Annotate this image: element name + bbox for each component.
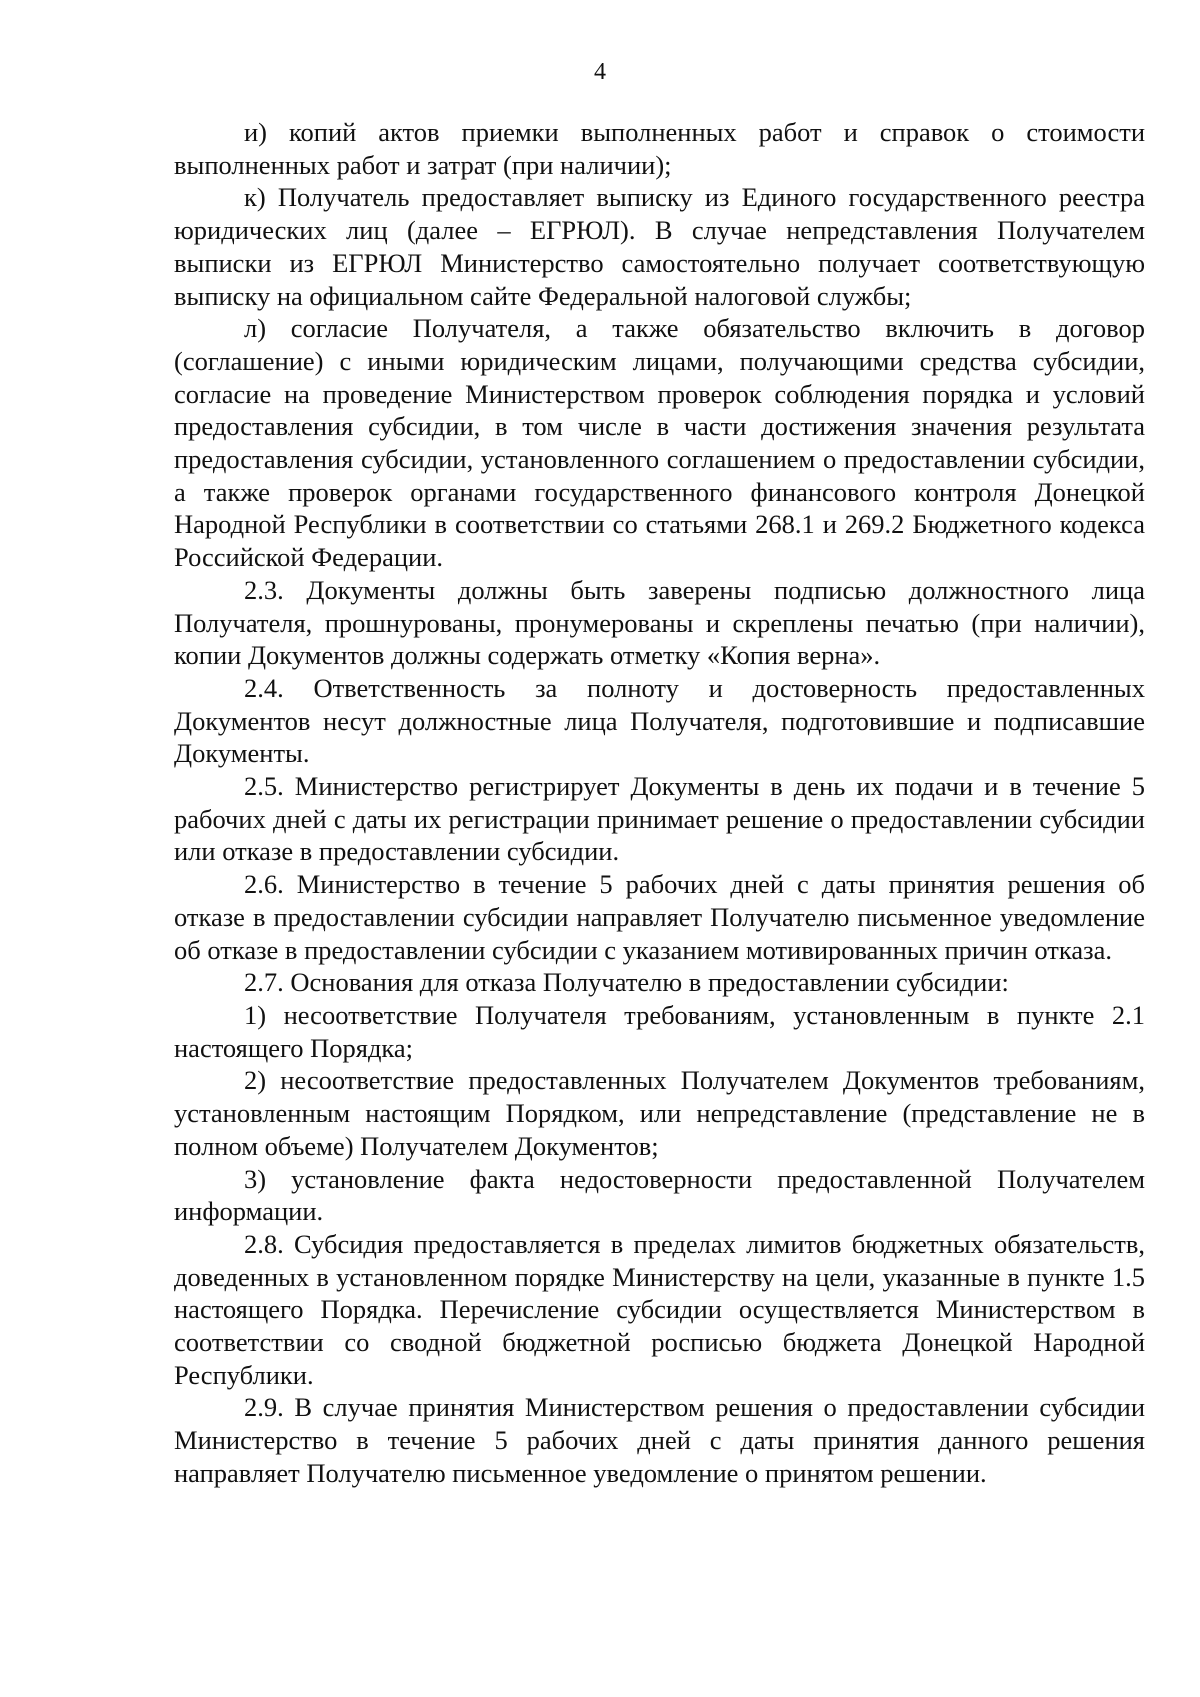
paragraph-2-3: 2.3. Документы должны быть заверены подписью должностного лица Получателя, прошнурованы, пронумерованы и скреплены печатью (при наличии), копии Документов должны содержать отметку «Копия верна».: [174, 574, 1145, 671]
page-number: 4: [594, 59, 606, 85]
paragraph-k: к) Получатель предоставляет выписку из Единого государственного реестра юридических лиц (далее – ЕГРЮЛ). В случае непредставления Получателем выписки из ЕГРЮЛ Министерство самостоятельно получает соответствующую выписку на официальном сайте Федеральной налоговой службы;: [174, 182, 1145, 311]
paragraph-2-5: 2.5. Министерство регистрирует Документы в день их подачи и в течение 5 рабочих дней с даты их регистрации принимает решение о предоставлении субсидии или отказе в предоставлении субсидии.: [174, 771, 1145, 867]
paragraph-2-7-item-3: 3) установление факта недостоверности предоставленной Получателем информации.: [174, 1163, 1145, 1227]
paragraph-l: л) согласие Получателя, а также обязательство включить в договор (соглашение) с иными юридическим лицами, получающими средства субсидии, согласие на проведение Министерством проверок соблюдения порядка и условий предоставления субсидии, в том числе в части достижения значения результата предоставления субсидии, установленного соглашением о предоставлении субсидии, а также проверок органами государственного финансового контроля Донецкой Народной Республики в соответствии со статьями 268.1 и 269.2 Бюджетного кодекса Российской Федерации.: [174, 313, 1145, 573]
document-body: [174, 116, 1145, 1490]
paragraph-2-7: 2.7. Основания для отказа Получателю в предоставлении субсидии:: [244, 967, 1009, 998]
paragraph-2-9: 2.9. В случае принятия Министерством решения о предоставлении субсидии Министерство в течение 5 рабочих дней с даты принятия данного решения направляет Получателю письменное уведомление о принятом решении.: [174, 1392, 1145, 1488]
paragraph-2-4: 2.4. Ответственность за полноту и достоверность предоставленных Документов несут должностные лица Получателя, подготовившие и подписавшие Документы.: [174, 672, 1145, 769]
paragraph-2-8: 2.8. Субсидия предоставляется в пределах лимитов бюджетных обязательств, доведенных в установленном порядке Министерству на цели, указанные в пункте 1.5 настоящего Порядка. Перечисление субсидии осуществляется Министерством в соответствии со сводной бюджетной росписью бюджета Донецкой Народной Республики.: [174, 1228, 1145, 1390]
paragraph-2-7-item-2: 2) несоответствие предоставленных Получателем Документов требованиям, установленным настоящим Порядком, или непредставление (представление не в полном объеме) Получателем Документов;: [174, 1065, 1145, 1161]
paragraph-2-7-item-1: 1) несоответствие Получателя требованиям, установленным в пункте 2.1 настоящего Порядка;: [174, 999, 1145, 1063]
paragraph-2-6: 2.6. Министерство в течение 5 рабочих дней с даты принятия решения об отказе в предоставлении субсидии направляет Получателю письменное уведомление об отказе в предоставлении субсидии с указанием мотивированных причин отказа.: [174, 869, 1145, 965]
paragraph-i: и) копий актов приемки выполненных работ и справок о стоимости выполненных работ и затрат (при наличии);: [174, 117, 1145, 180]
